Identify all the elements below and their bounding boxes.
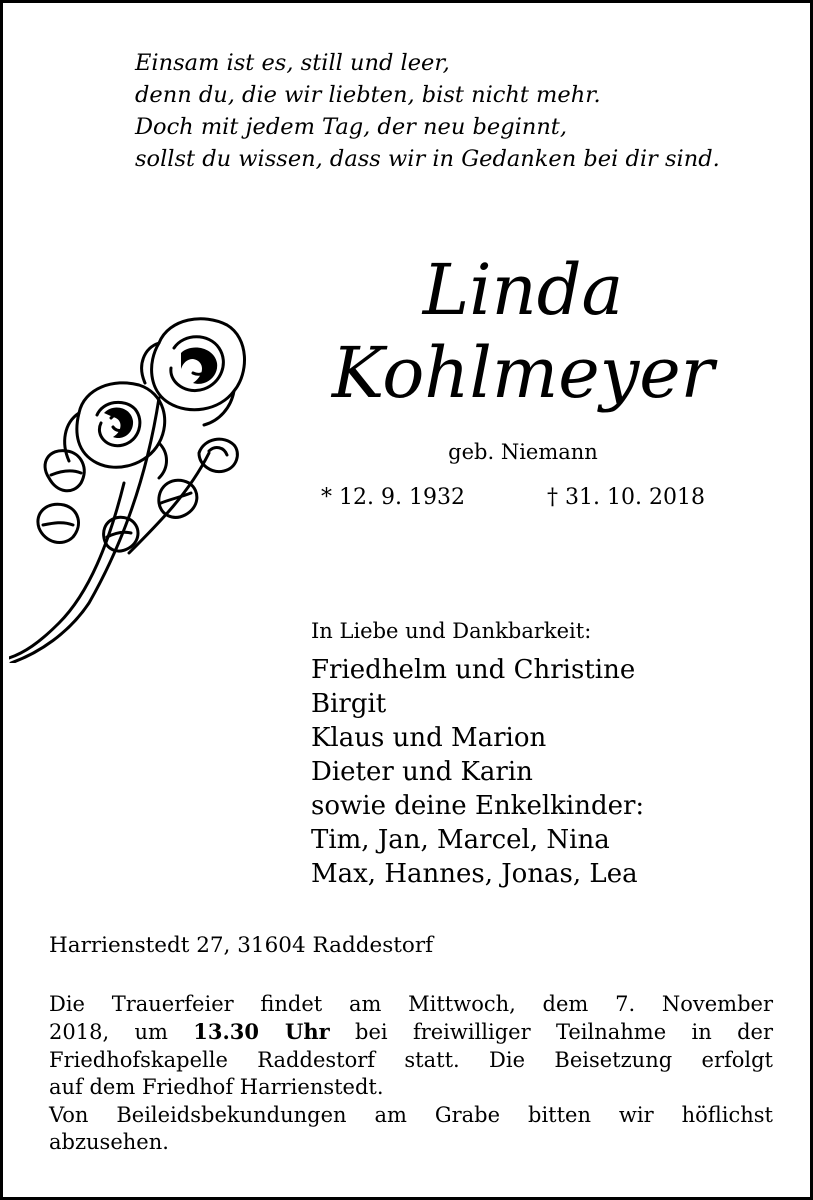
notice-line: Friedhofskapelle Raddestorf statt. Die Beisetzung erfolgt [49, 1047, 773, 1072]
maiden-name: geb. Niemann [448, 440, 598, 464]
notice-text: 2018, um [49, 1020, 194, 1045]
poem-line: Doch mit jedem Tag, der neu beginnt, [135, 114, 568, 140]
birth-date: * 12. 9. 1932 [321, 485, 465, 510]
mourner-line: Max, Hannes, Jonas, Lea [311, 859, 638, 889]
notice-line: auf dem Friedhof Harrienstedt. [49, 1075, 384, 1100]
notice-line [49, 1018, 773, 1046]
memorial-poem [135, 47, 795, 175]
mourner-line: Dieter und Karin [311, 757, 533, 787]
mourners-intro: In Liebe und Dankbarkeit: [311, 619, 592, 643]
mourner-line: Birgit [311, 689, 387, 719]
mourner-line: Friedhelm und Christine [311, 655, 636, 685]
mourners-list [311, 653, 644, 891]
notice-text: bei freiwilliger Teilnahme in der [329, 1020, 773, 1045]
first-name: Linda [422, 249, 624, 331]
poem-line: denn du, die wir liebten, bist nicht mehr. [135, 82, 601, 108]
family-address: Harrienstedt 27, 31604 Raddestorf [49, 933, 434, 958]
mourner-line: sowie deine Enkelkinder: [311, 791, 645, 821]
funeral-notice [49, 991, 773, 1156]
mourner-line: Tim, Jan, Marcel, Nina [311, 825, 610, 855]
death-date: † 31. 10. 2018 [547, 485, 705, 510]
last-name: Kohlmeyer [331, 332, 715, 414]
notice-line: Die Trauerfeier findet am Mittwoch, dem 7. November [49, 992, 773, 1016]
life-dates [3, 483, 813, 513]
poem-line: Einsam ist es, still und leer, [135, 50, 450, 76]
funeral-time: 13.30 Uhr [193, 1019, 330, 1045]
poem-line: sollst du wissen, dass wir in Gedanken bei dir sind. [135, 146, 720, 172]
notice-line: abzusehen. [49, 1130, 169, 1155]
mourner-line: Klaus und Marion [311, 723, 547, 753]
notice-line: Von Beileidsbekundungen am Grabe bitten wir höflichst [49, 1102, 773, 1127]
deceased-name [253, 249, 793, 415]
